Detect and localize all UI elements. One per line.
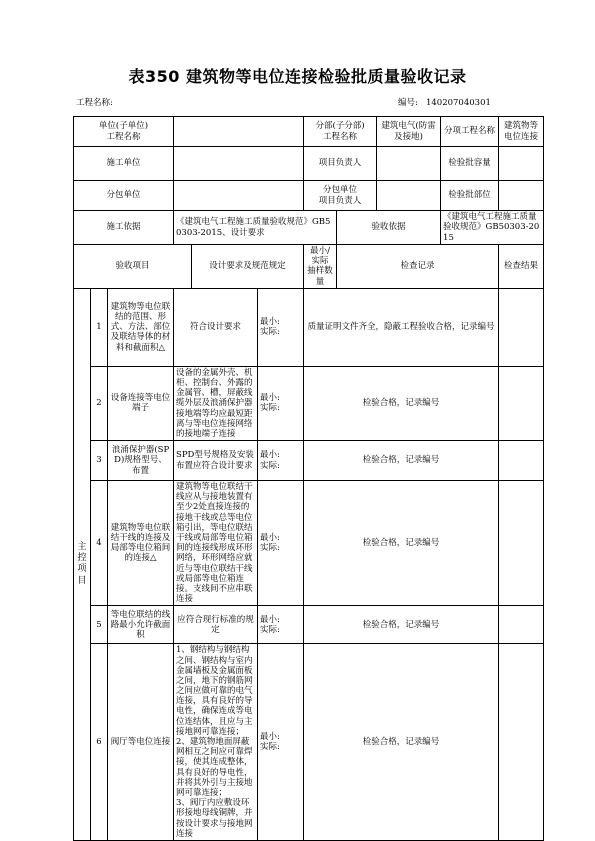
division-name-label: 分部(子分部) 工程名称	[304, 117, 377, 147]
contractor-value[interactable]	[174, 147, 304, 181]
main-group-char: 目	[77, 575, 87, 586]
table-row	[74, 644, 544, 841]
row-number: 5	[91, 606, 108, 644]
project-manager-value[interactable]	[377, 147, 441, 181]
row-number: 6	[91, 644, 108, 841]
column-header-row	[74, 245, 544, 289]
header-row-subcontractor	[74, 181, 544, 211]
row-record: 检验合格，记录编号	[304, 441, 499, 481]
row-item: 设备连接等电位端子	[108, 366, 174, 440]
header-row-basis	[74, 211, 544, 245]
row-result[interactable]	[499, 644, 544, 841]
subcontractor-pm-value[interactable]	[377, 181, 441, 211]
row-sample: 最小: 实际:	[258, 288, 304, 366]
row-result[interactable]	[499, 441, 544, 481]
row-sample: 最小: 实际:	[258, 606, 304, 644]
project-name-label: 工程名称:	[76, 98, 113, 108]
construction-basis-value: 《建筑电气工程施工质量验收规范》GB50303-2015、设计要求	[174, 211, 337, 245]
row-item: 等电位联结的线路最小允许截面积	[108, 606, 174, 644]
row-record: 检验合格，记录编号	[304, 606, 499, 644]
acceptance-basis-value: 《建筑电气工程施工质量验收规范》GB50303-2015	[441, 211, 544, 245]
subitem-name-value: 建筑物等电位连接	[499, 117, 544, 147]
record-number-label: 编号:	[398, 98, 418, 108]
row-requirement: 应符合现行标准的规定	[174, 606, 258, 644]
row-result[interactable]	[499, 288, 544, 366]
row-number: 1	[91, 288, 108, 366]
col-record-header: 检查记录	[337, 245, 499, 289]
page-title: 表350 建筑物等电位连接检验批质量验收记录	[128, 67, 467, 86]
acceptance-basis-label: 验收依据	[337, 211, 441, 245]
unit-name-label: 单位(子单位) 工程名称	[74, 117, 174, 147]
row-item: 浪涌保护器(SPD)规格型号、布置	[108, 441, 174, 481]
division-name-value: 建筑电气(防雷及接地)	[377, 117, 441, 147]
col-item-header: 验收项目	[74, 245, 192, 289]
project-manager-label: 项目负责人	[304, 147, 377, 181]
row-item: 建筑物等电位联结干线的连接及局部等电位箱间的连接△	[108, 481, 174, 606]
main-group-char: 项	[77, 564, 87, 575]
row-requirement: SPD型号规格及安装布置应符合设计要求	[174, 441, 258, 481]
row-number: 3	[91, 441, 108, 481]
batch-part-label: 检验批部位	[441, 181, 499, 211]
row-requirement: 符合设计要求	[174, 288, 258, 366]
row-record: 检验合格，记录编号	[304, 366, 499, 440]
row-requirement: 1、钢结构与钢结构之间、钢结构与室内金属墙板及金属面板之间，地下的钢筋网之间应做可靠的电气连接，具有良好的导电性，确保连成等电位连结体，且应与主接地网可靠连接； 2、建筑物地面屏蔽网相互之间应可靠焊接，使其连成整体，具有良好的导电性，并将其外引与主接地网可靠连接； 3、阀厅内应敷设环形接地母线铜牌，并按设计要求与接地网连接	[174, 644, 258, 841]
record-number-value: 140207040301	[425, 98, 491, 108]
row-sample: 最小: 实际:	[258, 441, 304, 481]
main-control-items-label	[74, 288, 91, 840]
row-result[interactable]	[499, 366, 544, 440]
header-row-unit	[74, 117, 544, 147]
batch-part-value[interactable]	[499, 181, 544, 211]
row-sample: 最小: 实际:	[258, 366, 304, 440]
col-result-header: 检查结果	[499, 245, 544, 289]
header-row-contractor	[74, 147, 544, 181]
row-record: 检验合格，记录编号	[304, 644, 499, 841]
col-sample-header: 最小/实际 抽样数量	[304, 245, 337, 289]
unit-name-value[interactable]	[174, 117, 304, 147]
acceptance-table	[73, 116, 544, 841]
batch-quantity-label: 检验批容量	[441, 147, 499, 181]
subcontractor-pm-label: 分包单位 项目负责人	[304, 181, 377, 211]
table-row	[74, 366, 544, 440]
batch-quantity-value[interactable]	[499, 147, 544, 181]
row-requirement: 建筑物等电位联结干线应从与接地装置有至少2处直接连接的接地干线或总等电位箱引出，等电位联结干线或局部等电位箱间的连接线形成环形网络，环形网络应就近与等电位联结干线或局部等电位箱连接。支线间不应串联连接	[174, 481, 258, 606]
row-requirement: 设备的金属外壳、机柜、控制台、外露的金属管、槽，屏蔽线缆外层及浪涌保护器接地端等均应最短距离与等电位连接网络的接地端子连接	[174, 366, 258, 440]
main-group-char: 控	[77, 553, 87, 564]
col-requirement-header: 设计要求及规范规定	[192, 245, 304, 289]
row-result[interactable]	[499, 606, 544, 644]
record-number	[398, 96, 491, 108]
table-row	[74, 606, 544, 644]
row-result[interactable]	[499, 481, 544, 606]
contractor-label: 施工单位	[74, 147, 174, 181]
construction-basis-label: 施工依据	[74, 211, 174, 245]
row-record: 检验合格，记录编号	[304, 481, 499, 606]
table-row	[74, 481, 544, 606]
table-row	[74, 288, 544, 366]
subcontractor-label: 分包单位	[74, 181, 174, 211]
subitem-name-label: 分项工程名称	[441, 117, 499, 147]
main-group-char: 主	[77, 541, 87, 552]
row-number: 2	[91, 366, 108, 440]
row-sample: 最小: 实际:	[258, 644, 304, 841]
table-row	[74, 441, 544, 481]
subcontractor-value[interactable]	[174, 181, 304, 211]
row-sample: 最小: 实际:	[258, 481, 304, 606]
row-number: 4	[91, 481, 108, 606]
row-item: 建筑物等电位联结的范围、形式、方法、部位及联结导体的材料和截面积△	[108, 288, 174, 366]
row-record: 质量证明文件齐全，隐蔽工程验收合格，记录编号	[304, 288, 499, 366]
row-item: 阀厅等电位连接	[108, 644, 174, 841]
